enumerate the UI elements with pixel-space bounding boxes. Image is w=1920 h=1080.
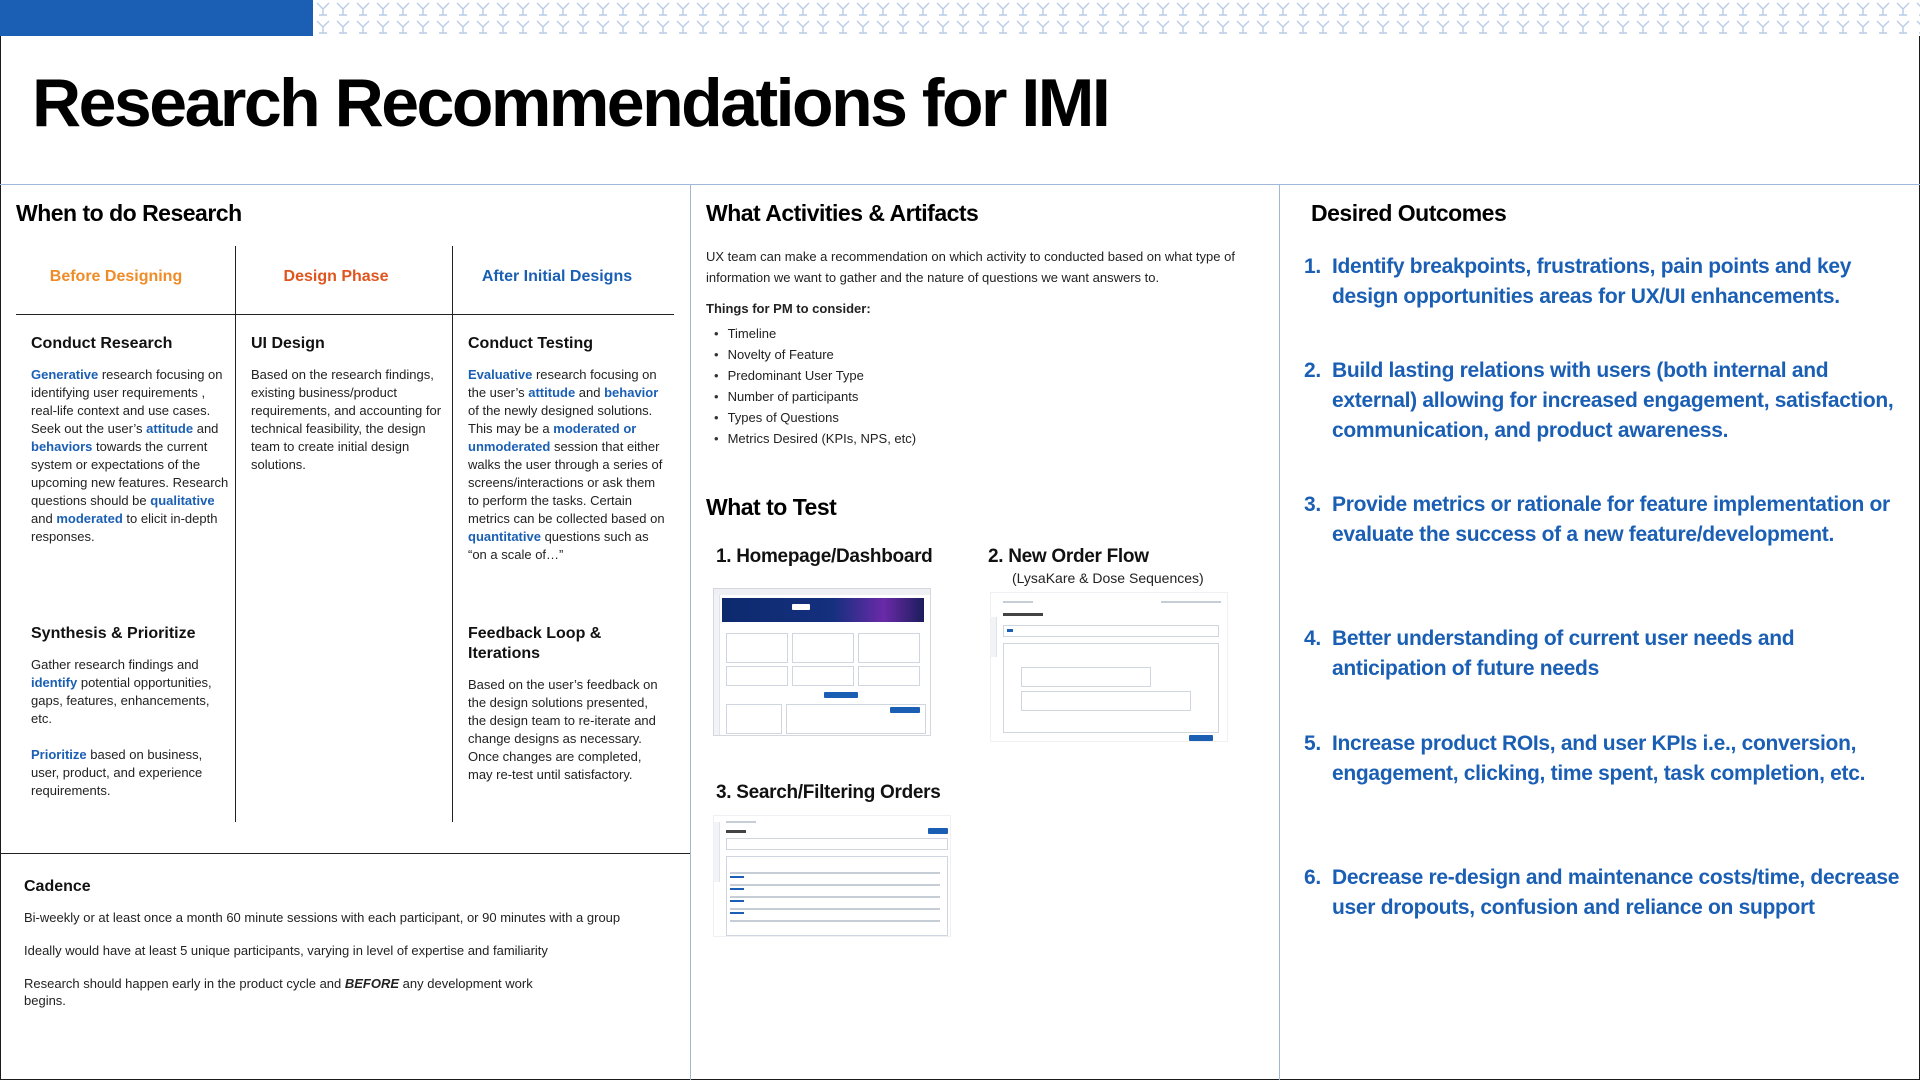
pm-consider-item: • Types of Questions — [714, 407, 1266, 428]
pm-consider-item: • Timeline — [714, 323, 1266, 344]
thumb-form-panel — [1003, 643, 1219, 733]
thumb-welcome-banner — [722, 598, 924, 622]
cadence-line-3-emphasis: BEFORE — [344, 976, 400, 991]
conduct-research-title: Conduct Research — [31, 335, 173, 352]
thumb-page-title — [726, 830, 746, 833]
test-item-new-order — [988, 546, 1149, 568]
phase-before-designing: Before Designing — [49, 268, 183, 285]
activities-intro-text: UX team can make a recommendation on which activity to conducted based on what type of information we want to gather and the nature of questions we want answers to. — [706, 249, 1235, 285]
text-run: towards the current system or expectations of the upcoming new features. Research questions should be — [31, 439, 229, 508]
feedback-block — [468, 624, 668, 784]
highlighted-keyword: moderated — [56, 511, 123, 526]
thumb-row-link — [730, 900, 744, 902]
text-run: research focusing on identifying user requirements , real-life context and use cases. Seek out the user’s — [31, 367, 223, 436]
thumb-form-row — [1021, 667, 1151, 687]
page-title: Research Recommendations for IMI — [32, 65, 1109, 141]
thumb-stepper — [1003, 625, 1219, 637]
test-item-homepage — [716, 546, 933, 568]
outcome-item — [1304, 252, 1904, 312]
cadence-divider — [0, 853, 690, 854]
text-run: and — [193, 421, 219, 436]
thumb-sidebar — [991, 617, 997, 657]
highlighted-keyword: behaviors — [31, 439, 93, 454]
synthesis-block — [31, 624, 225, 800]
pm-consider-item: • Metrics Desired (KPIs, NPS, etc) — [714, 428, 1266, 449]
highlighted-keyword: Generative — [31, 367, 99, 382]
text-run: session that either walks the user through a series of screens/interactions or ask them to perform the tasks. Certain metrics can be collected based on — [468, 439, 665, 526]
test-item-new-order-sub: (LysaKare & Dose Sequences) — [1012, 570, 1204, 586]
thumb-table-row — [730, 872, 940, 874]
outcome-text: Increase product ROIs, and user KPIs i.e., conversion, engagement, clicking, time spent, task completion, etc. — [1332, 732, 1866, 785]
banner-blue-block — [0, 0, 313, 36]
cadence-line-3-pre: Research should happen early in the product cycle and — [24, 976, 345, 991]
thumb-form-row — [1021, 691, 1191, 711]
thumb-row-link — [730, 888, 744, 890]
pm-consider-list — [706, 323, 1266, 449]
thumb-row-link — [730, 912, 744, 914]
text-run: questions such as “on a scale of…” — [468, 529, 649, 562]
synthesis-text-2 — [31, 746, 225, 800]
cadence-line-1: Bi-weekly or at least once a month 60 minute sessions with each participant, or 90 minutes with a group — [24, 910, 621, 925]
conduct-testing-title: Conduct Testing — [468, 335, 594, 352]
outcome-text: Better understanding of current user needs and anticipation of future needs — [1332, 627, 1795, 680]
cadence-line-3-post: any development work begins. — [24, 976, 533, 1008]
top-banner — [0, 0, 1920, 36]
outcome-text: Build lasting relations with users (both internal and external) allowing for increased engagement, satisfaction, communication, and product awareness. — [1332, 359, 1894, 442]
cadence-line-2: Ideally would have at least 5 unique participants, varying in level of expertise and familiarity — [24, 943, 548, 958]
thumb-action-button — [890, 707, 920, 713]
cadence-line-3 — [24, 975, 564, 1009]
thumb-table-row — [730, 920, 940, 922]
highlighted-keyword: moderated or unmoderated — [468, 421, 637, 454]
conduct-research-block — [31, 334, 229, 546]
pm-consider-title: Things for PM to consider: — [706, 301, 871, 316]
test-item-number: 3. — [716, 782, 732, 803]
synthesis-text-1 — [31, 656, 225, 728]
outcome-number: 1. — [1304, 255, 1321, 278]
highlighted-keyword: Prioritize — [31, 747, 87, 762]
ui-design-block — [251, 334, 443, 474]
outcome-text: Decrease re-design and maintenance costs/time, decrease user dropouts, confusion and reliance on support — [1332, 866, 1900, 919]
feedback-text: Based on the user’s feedback on the design solutions presented, the design team to re-iterate and change designs as necessary. Once changes are completed, may re-test until satisfactory. — [468, 677, 658, 782]
thumb-continue-button — [1189, 735, 1213, 741]
thumb-filters-bar — [726, 838, 948, 850]
thumb-step-marker — [1007, 629, 1013, 632]
pm-consider-item: • Predominant User Type — [714, 365, 1266, 386]
thumb-card — [792, 666, 854, 686]
phase-after-initial-designs: After Initial Designs — [481, 268, 633, 285]
outcome-text: Identify breakpoints, frustrations, pain points and key design opportunities areas for UX/UI enhancements. — [1332, 255, 1852, 308]
conduct-research-text — [31, 366, 229, 546]
test-item-number: 1. — [716, 546, 732, 567]
outcome-number: 3. — [1304, 493, 1321, 516]
thumb-table-row — [730, 896, 940, 898]
outcome-number: 4. — [1304, 627, 1321, 650]
text-run: and — [31, 511, 57, 526]
column-divider-1 — [690, 184, 691, 1080]
phase-design: Design Phase — [283, 268, 389, 285]
pm-consider-item: • Number of participants — [714, 386, 1266, 407]
highlighted-keyword: quantitative — [468, 529, 541, 544]
thumb-banner-button — [792, 604, 810, 610]
outcome-item — [1304, 356, 1904, 446]
text-run: to elicit in-depth responses. — [31, 511, 218, 544]
thumb-user-menu — [1161, 601, 1221, 603]
column-divider-2 — [1279, 184, 1280, 1080]
text-run: research focusing on the user’s — [468, 367, 657, 400]
thumb-topbar — [714, 589, 930, 595]
conduct-testing-text — [468, 366, 668, 564]
thumb-page-title — [1003, 613, 1043, 616]
feedback-title: Feedback Loop & Iterations — [468, 625, 602, 662]
thumb-card — [792, 633, 854, 663]
when-heading: When to do Research — [16, 200, 242, 226]
highlighted-keyword: qualitative — [150, 493, 215, 508]
outcome-item — [1304, 624, 1904, 684]
thumb-create-button — [928, 828, 948, 834]
highlighted-keyword: behavior — [604, 385, 659, 400]
test-item-label: Search/Filtering Orders — [736, 782, 941, 803]
synthesis-title: Synthesis & Prioritize — [31, 625, 196, 642]
test-item-label: Homepage/Dashboard — [736, 546, 933, 567]
thumb-action-button — [824, 692, 858, 698]
outcome-item — [1304, 490, 1904, 550]
phase-header-underline — [16, 314, 674, 315]
thumb-sidebar — [714, 822, 720, 882]
header-divider — [0, 184, 1920, 185]
phase-column-separator — [235, 246, 236, 822]
thumb-card — [858, 666, 920, 686]
thumb-row-link — [730, 876, 744, 878]
thumb-breadcrumb — [1003, 601, 1033, 603]
cadence-section — [24, 878, 664, 1025]
thumb-card — [858, 633, 920, 663]
highlighted-keyword: attitude — [528, 385, 576, 400]
highlighted-keyword: attitude — [146, 421, 194, 436]
text-run: and — [575, 385, 605, 400]
ui-design-text: Based on the research findings, existing business/product requirements, and accounting for technical feasibility, the design team to create initial design solutions. — [251, 367, 442, 472]
text-run: of the newly designed solutions. This may be a — [468, 403, 653, 436]
thumb-table-row — [730, 908, 940, 910]
outcome-item — [1304, 729, 1904, 789]
highlighted-keyword: identify — [31, 675, 78, 690]
thumb-card — [726, 704, 782, 734]
search-filtering-thumbnail — [713, 815, 951, 937]
thumb-breadcrumb — [726, 821, 756, 823]
outcome-item — [1304, 863, 1904, 923]
activities-intro — [706, 246, 1266, 449]
text-run: based on business, user, product, and experience requirements. — [31, 747, 203, 798]
text-run: potential opportunities, gaps, features, enhancements, etc. — [31, 675, 212, 726]
conduct-testing-block — [468, 334, 668, 564]
test-item-search — [716, 782, 941, 804]
outcomes-heading: Desired Outcomes — [1311, 200, 1507, 226]
thumb-card — [726, 666, 788, 686]
new-order-flow-thumbnail — [990, 592, 1228, 742]
banner-pattern — [313, 0, 1920, 36]
thumb-sidebar — [714, 595, 720, 736]
phase-column-separator — [452, 246, 453, 822]
outcome-number: 5. — [1304, 732, 1321, 755]
pm-consider-item: • Novelty of Feature — [714, 344, 1266, 365]
thumb-table-row — [730, 884, 940, 886]
outcome-number: 2. — [1304, 359, 1321, 382]
what-to-test-heading: What to Test — [706, 494, 837, 520]
test-item-number: 2. — [988, 546, 1004, 567]
outcome-text: Provide metrics or rationale for feature implementation or evaluate the success of a new feature/development. — [1332, 493, 1890, 546]
text-run: Gather research findings and — [31, 657, 199, 672]
ui-design-title: UI Design — [251, 335, 325, 352]
activities-heading: What Activities & Artifacts — [706, 200, 979, 226]
homepage-dashboard-thumbnail — [713, 588, 931, 736]
thumb-card — [726, 633, 788, 663]
test-item-label: New Order Flow — [1008, 546, 1149, 567]
cadence-title: Cadence — [24, 878, 91, 895]
highlighted-keyword: Evaluative — [468, 367, 533, 382]
outcome-number: 6. — [1304, 866, 1321, 889]
